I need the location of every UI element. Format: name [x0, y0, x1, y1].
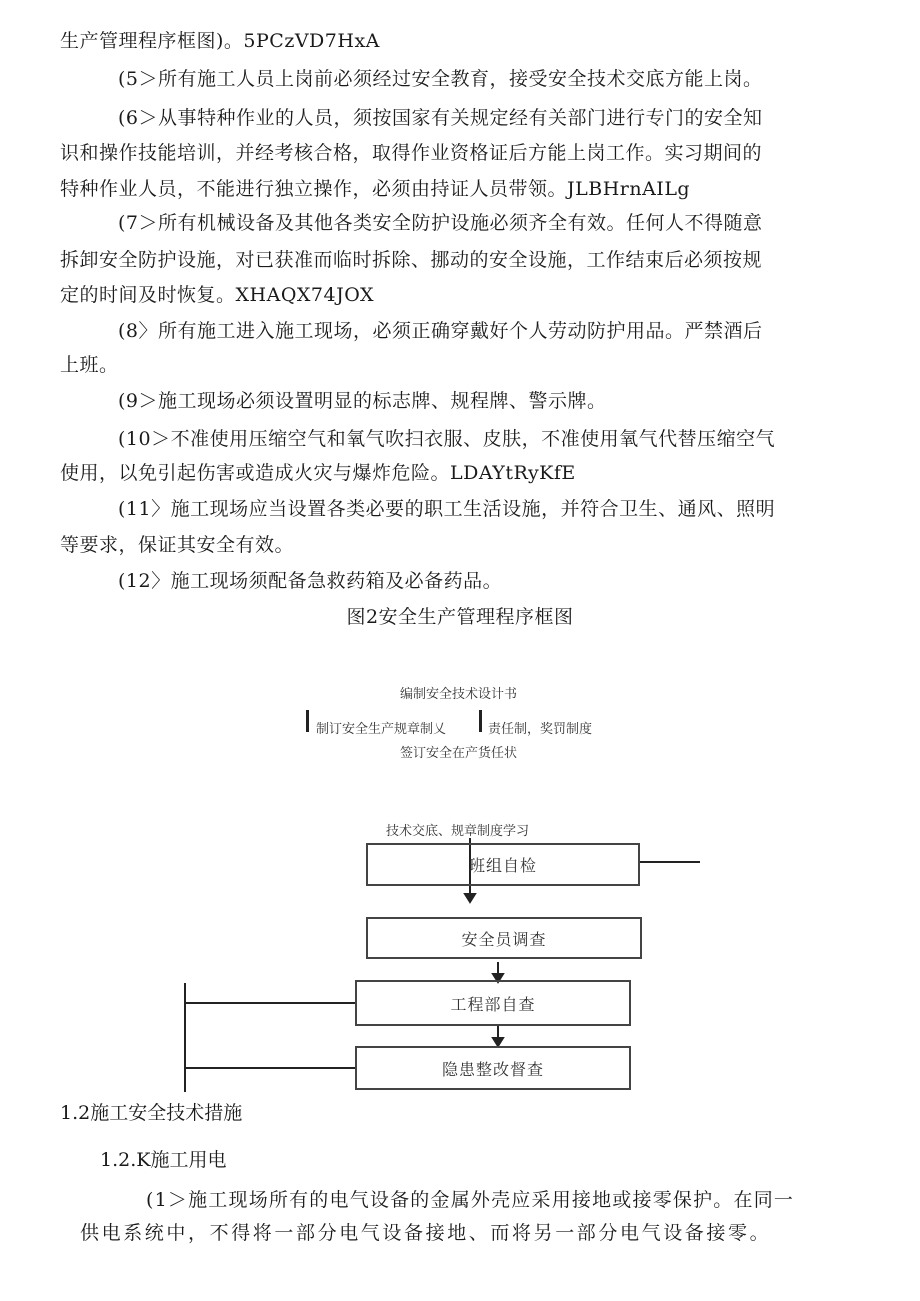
line-7: 拆卸安全防护设施，对已获准而临时拆除、挪动的安全设施，工作结束后必须按规 [60, 249, 763, 271]
flow-row-left: 制订安全生产规章制乂 [316, 722, 447, 737]
flow-box-hazard-rectification: 隐患整改督查 [355, 1046, 631, 1090]
line-8: 定的时间及时恢复。XHAQX74JOX [60, 284, 374, 306]
line-13: 使用，以免引起伤害或造成火灾与爆炸危险。LDAYtRyKfE [60, 462, 576, 484]
flow-row-right: 责任制，奖罚制度 [488, 722, 593, 737]
flow-top-title: 编制安全技术设计书 [400, 687, 518, 702]
line-11: (9＞施工现场必须设置明显的标志牌、规程牌、警示牌。 [118, 390, 607, 412]
line-4: 识和操作技能培训，并经考核合格，取得作业资格证后方能上岗工作。实习期间的 [60, 142, 763, 164]
section-line-1: (1＞施工现场所有的电气设备的金属外壳应采用接地或接零保护。在同一 [146, 1189, 795, 1211]
line-9: (8〉所有施工进入施工现场，必须正确穿戴好个人劳动防护用品。严禁酒后 [118, 320, 763, 342]
line-14: (11〉施工现场应当设置各类必要的职工生活设施，并符合卫生、通风、照明 [118, 498, 776, 520]
figure-caption: 图2安全生产管理程序框图 [346, 606, 574, 628]
line-12: (10＞不准使用压缩空气和氧气吹扫衣服、皮肤，不准使用氧气代替压缩空气 [118, 428, 776, 450]
line-5: 特种作业人员，不能进行独立操作，必须由持证人员带领。JLBHrnAILg [60, 178, 691, 200]
line-1: 生产管理程序框图)。5PCzVD7HxA [60, 30, 380, 52]
flow-box-safety-officer-survey: 安全员调查 [366, 917, 642, 959]
section-heading: 1.2施工安全技术措施 [60, 1102, 243, 1124]
section-line-2: 供电系统中，不得将一部分电气设备接地、而将另一部分电气设备接零。 [80, 1222, 772, 1244]
flow-box-team-self-check: 班组自检 [366, 843, 640, 886]
line-3: (6＞从事特种作业的人员，须按国家有关规定经有关部门进行专门的安全知 [118, 107, 763, 129]
section-subheading: 1.2.K施工用电 [100, 1149, 227, 1171]
line-15: 等要求，保证其安全有效。 [60, 534, 295, 556]
flow-box-engineering-dept-check: 工程部自查 [355, 980, 631, 1026]
flow-study-label: 技术交底、规章制度学习 [386, 824, 530, 839]
line-6: (7＞所有机械设备及其他各类安全防护设施必须齐全有效。任何人不得随意 [118, 212, 763, 234]
flow-row-sub: 签订安全在产货任状 [400, 746, 518, 761]
line-2: (5＞所有施工人员上岗前必须经过安全教育，接受安全技术交底方能上岗。 [118, 68, 763, 90]
line-10: 上班。 [60, 354, 119, 376]
line-16: (12〉施工现场须配备急救药箱及必备药品。 [118, 570, 503, 592]
